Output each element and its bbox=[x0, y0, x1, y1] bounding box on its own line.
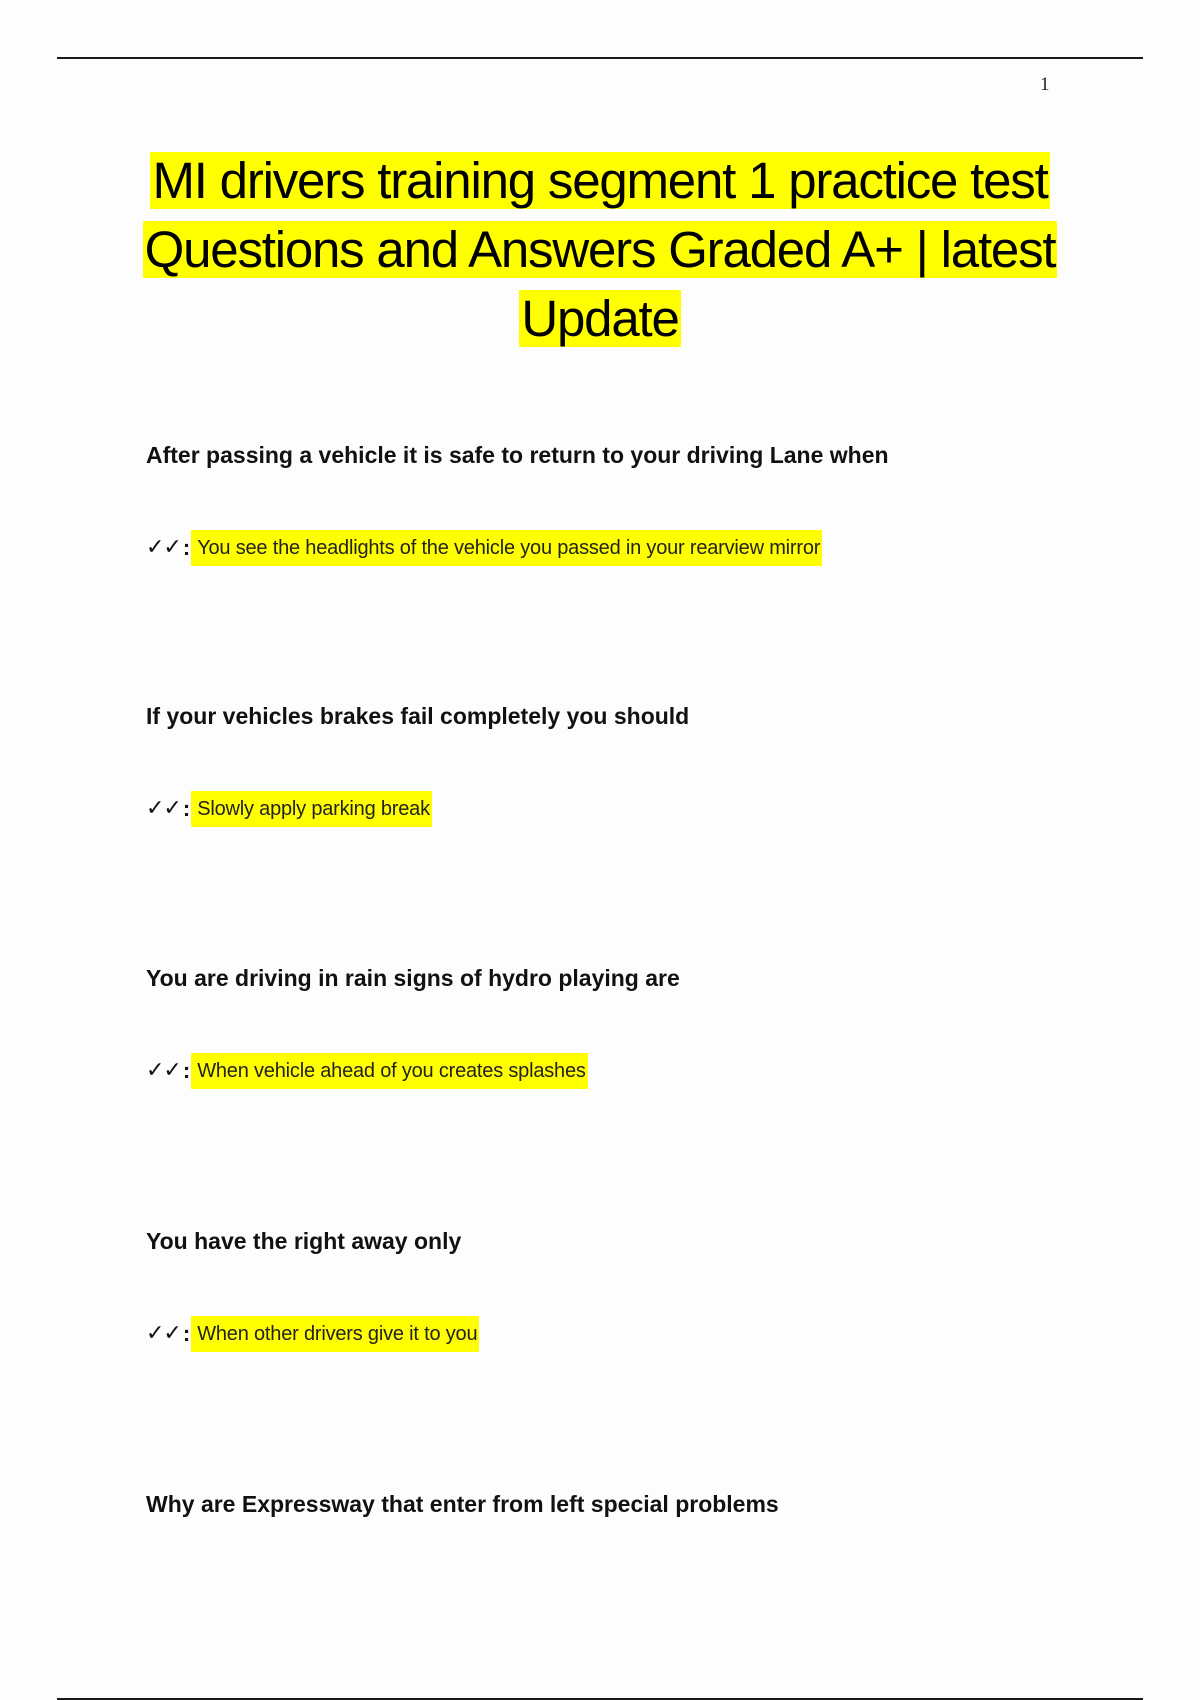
question-text: You are driving in rain signs of hydro playing are bbox=[146, 965, 680, 991]
title-line-3: Update bbox=[521, 290, 679, 347]
double-check-icon: ✓✓ bbox=[146, 535, 181, 560]
answer-row bbox=[146, 1053, 1106, 1089]
qa-item bbox=[146, 963, 1106, 1089]
answer-row bbox=[146, 530, 1106, 566]
qa-item bbox=[146, 440, 1106, 566]
double-check-icon: ✓✓ bbox=[146, 1321, 181, 1346]
answer-separator: : bbox=[182, 1321, 191, 1346]
header-rule bbox=[57, 57, 1143, 59]
double-check-icon: ✓✓ bbox=[146, 796, 181, 821]
answer-text: You see the headlights of the vehicle you passed in your rearview mirror bbox=[191, 530, 822, 566]
question-text: After passing a vehicle it is safe to return to your driving Lane when bbox=[146, 442, 889, 468]
question-text: If your vehicles brakes fail completely you should bbox=[146, 703, 690, 729]
qa-item bbox=[146, 1226, 1106, 1352]
double-check-icon: ✓✓ bbox=[146, 1058, 181, 1083]
answer-row bbox=[146, 791, 1106, 827]
page-number: 1 bbox=[1040, 74, 1050, 95]
document-title bbox=[120, 146, 1080, 353]
answer-text: When vehicle ahead of you creates splashes bbox=[191, 1053, 588, 1089]
qa-item bbox=[146, 1489, 1106, 1519]
question-text: Why are Expressway that enter from left special problems bbox=[146, 1491, 779, 1517]
qa-item bbox=[146, 701, 1106, 827]
answer-text: Slowly apply parking break bbox=[191, 791, 432, 827]
answer-separator: : bbox=[182, 796, 191, 821]
title-line-2: Questions and Answers Graded A+ | latest bbox=[144, 221, 1056, 278]
answer-separator: : bbox=[182, 1058, 191, 1083]
question-text: You have the right away only bbox=[146, 1228, 462, 1254]
answer-separator: : bbox=[182, 535, 191, 560]
answer-row bbox=[146, 1316, 1106, 1352]
answer-text: When other drivers give it to you bbox=[191, 1316, 479, 1352]
title-line-1: MI drivers training segment 1 practice test bbox=[152, 152, 1048, 209]
